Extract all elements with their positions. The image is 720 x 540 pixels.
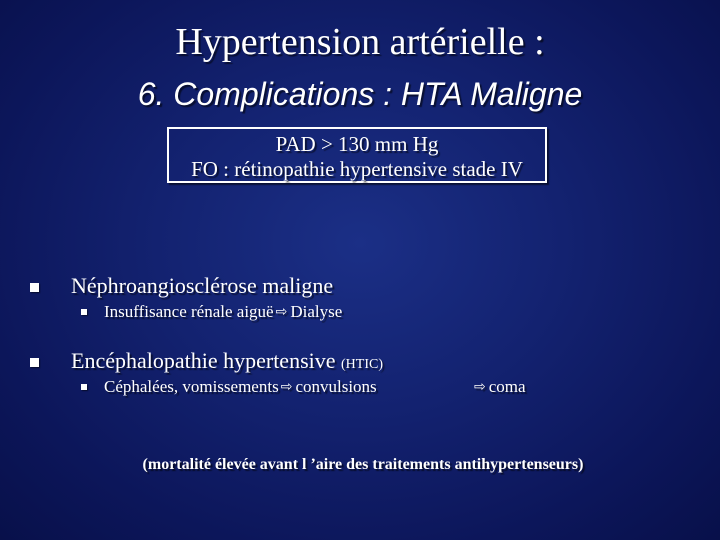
sub-bullet-renal [104, 301, 342, 323]
sub-bullet-coma [472, 376, 526, 398]
bullet-encephalo [71, 348, 383, 378]
right-arrow-icon: ⇨ [474, 379, 486, 395]
bullet-encephalo-htic: (HTIC) [341, 357, 384, 372]
square-bullet-icon [30, 358, 39, 367]
square-bullet-icon [81, 384, 87, 390]
criteria-box [167, 127, 547, 183]
bullet-encephalo-label: Encéphalopathie hypertensive [71, 348, 336, 373]
criteria-line-fo: FO : rétinopathie hypertensive stade IV [191, 157, 523, 181]
square-bullet-icon [81, 309, 87, 315]
sub-bullet-coma-text: coma [488, 377, 526, 396]
sub-bullet-symptoms-convulsions: convulsions [295, 377, 377, 396]
sub-bullet-symptoms [104, 376, 377, 398]
sub-bullet-symptoms-text: Céphalées, vomissements [104, 377, 279, 396]
slide-title: Hypertension artérielle : [175, 21, 545, 63]
slide-subtitle: 6. Complications : HTA Maligne [137, 76, 583, 112]
sub-bullet-renal-outcome: Dialyse [290, 302, 343, 321]
sub-bullet-renal-text: Insuffisance rénale aiguë [104, 302, 274, 321]
footnote-mortality: (mortalité élevée avant l ’aire des traitements antihypertenseurs) [142, 456, 584, 473]
criteria-line-pad: PAD > 130 mm Hg [275, 132, 439, 156]
right-arrow-icon: ⇨ [280, 379, 293, 395]
right-arrow-icon: ⇨ [275, 304, 288, 320]
bullet-nephro: Néphroangiosclérose maligne [71, 273, 334, 298]
square-bullet-icon [30, 283, 39, 292]
